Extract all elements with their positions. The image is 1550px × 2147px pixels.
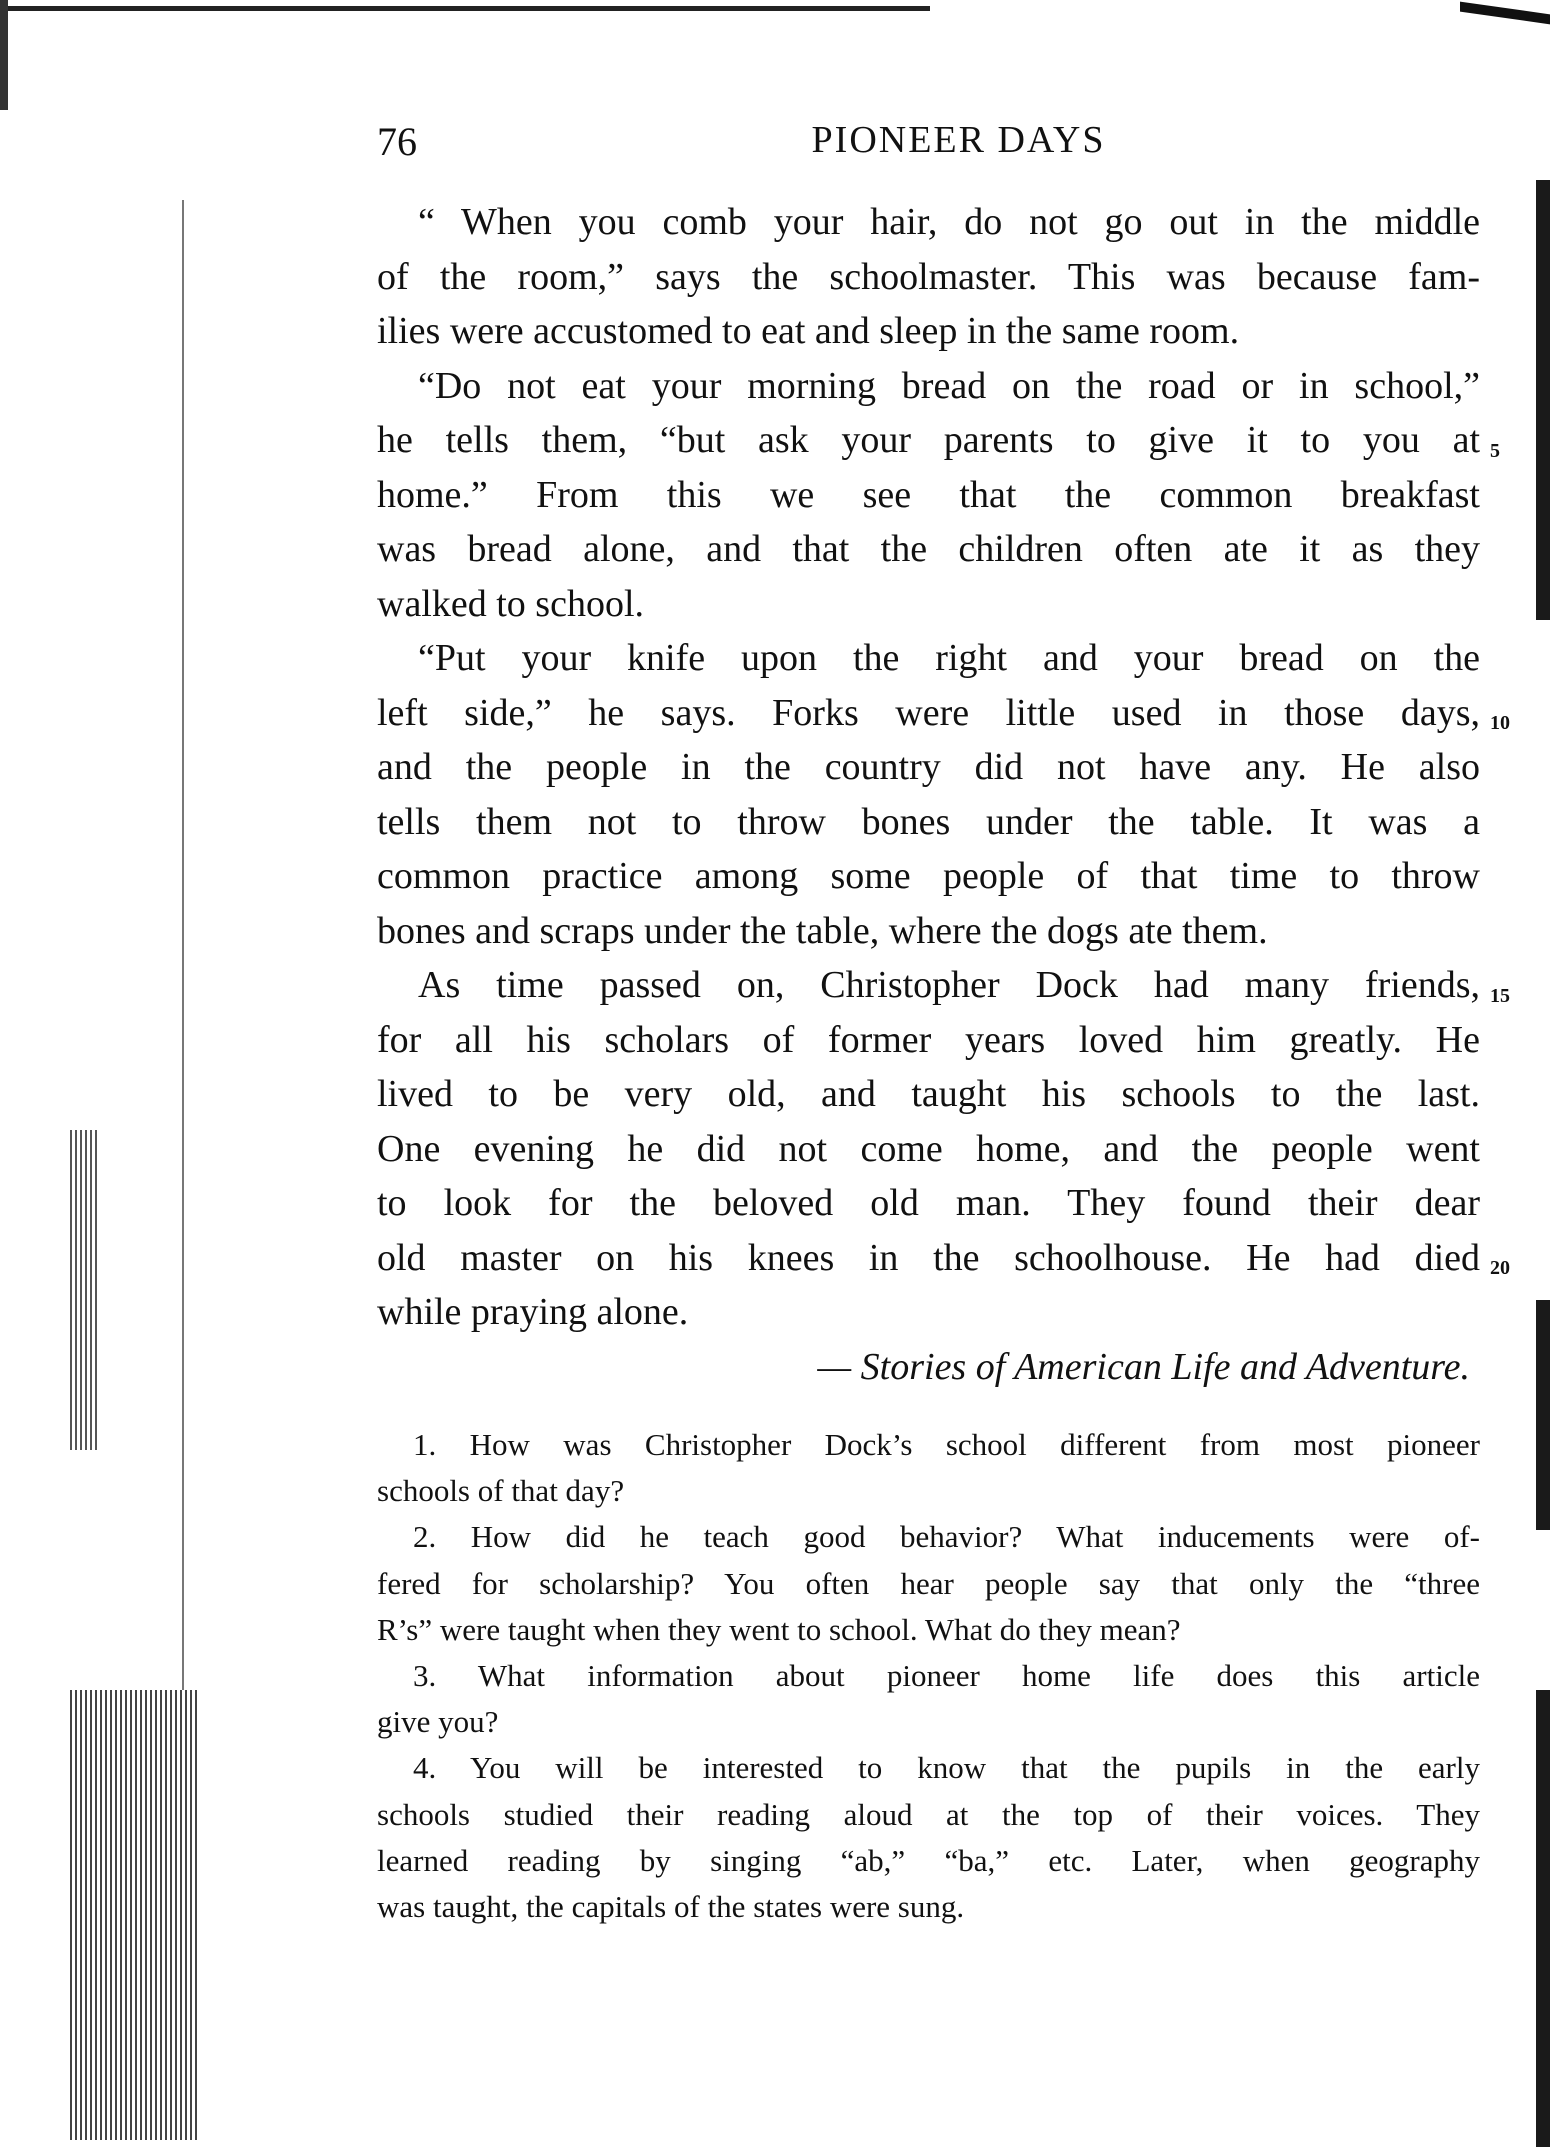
study-questions — [377, 1422, 1480, 1930]
question-line: schools of that day? — [377, 1473, 625, 1509]
text-line: was bread alone, and that the children often ate it as they — [377, 528, 1480, 570]
text-line: “Put your knife upon the right and your bread on the — [418, 637, 1480, 679]
page-header — [377, 118, 1480, 174]
scan-edge-right — [1536, 1690, 1550, 2147]
line-number: 10 — [1490, 712, 1510, 734]
scan-bleed — [70, 1690, 200, 2140]
scan-bleed — [70, 1130, 100, 1450]
question-line: schools studied their reading aloud at the top of their voices. They — [377, 1796, 1480, 1832]
line-number: 20 — [1490, 1257, 1510, 1279]
question-line: was taught, the capitals of the states were sung. — [377, 1889, 965, 1925]
text-line: As time passed on, Christopher Dock had many friends, — [418, 964, 1480, 1006]
page-number: 76 — [377, 119, 417, 164]
text-line: common practice among some people of that time to throw — [377, 855, 1480, 897]
question-line: fered for scholarship? You often hear people say that only the “three — [377, 1565, 1480, 1601]
attribution: — Stories of American Life and Adventure. — [817, 1345, 1470, 1388]
scan-edge-corner — [1460, 2, 1550, 25]
text-line: of the room,” says the schoolmaster. This was because fam- — [377, 255, 1480, 298]
text-line: and the people in the country did not have any. He also — [377, 746, 1480, 788]
scan-edge-right — [1536, 180, 1550, 620]
text-line: One evening he did not come home, and the people went — [377, 1127, 1480, 1170]
body-text — [377, 195, 1480, 1394]
question-line: R’s” were taught when they went to school. What do they mean? — [377, 1611, 1181, 1647]
line-number: 5 — [1490, 440, 1500, 462]
text-line: while praying alone. — [377, 1291, 689, 1333]
text-line: he tells them, “but ask your parents to give it to you at — [377, 419, 1480, 461]
scan-edge-left — [0, 0, 8, 110]
text-line: old master on his knees in the schoolhouse. He had died — [377, 1236, 1480, 1279]
question-line: 4. You will be interested to know that the pupils in the early — [413, 1750, 1480, 1786]
question-line: 1. How was Christopher Dock’s school different from most pioneer — [413, 1427, 1480, 1462]
question-line: give you? — [377, 1704, 499, 1740]
text-line: tells them not to throw bones under the table. It was a — [377, 800, 1480, 843]
text-line: left side,” he says. Forks were little used in those days, — [377, 691, 1480, 734]
text-line: lived to be very old, and taught his schools to the last. — [377, 1073, 1480, 1115]
text-line: to look for the beloved old man. They found their dear — [377, 1182, 1480, 1224]
scan-edge-right — [1536, 1300, 1550, 1530]
scan-edge-top — [0, 6, 930, 11]
text-line: bones and scraps under the table, where the dogs ate them. — [377, 909, 1268, 952]
question-line: 3. What information about pioneer home life does this article — [413, 1658, 1480, 1694]
text-line: home.” From this we see that the common breakfast — [377, 473, 1480, 516]
question-line: 2. How did he teach good behavior? What inducements were of- — [413, 1519, 1480, 1555]
text-line: “ When you comb your hair, do not go out in the middle — [418, 201, 1480, 243]
question-line: learned reading by singing “ab,” “ba,” etc. Later, when geography — [377, 1842, 1480, 1878]
line-number: 15 — [1490, 985, 1510, 1007]
text-line: “Do not eat your morning bread on the road or in school,” — [418, 364, 1480, 407]
text-line: for all his scholars of former years loved him greatly. He — [377, 1018, 1480, 1061]
running-head: PIONEER DAYS — [811, 119, 1106, 161]
text-line: walked to school. — [377, 582, 645, 625]
text-line: ilies were accustomed to eat and sleep in the same room. — [377, 310, 1240, 352]
